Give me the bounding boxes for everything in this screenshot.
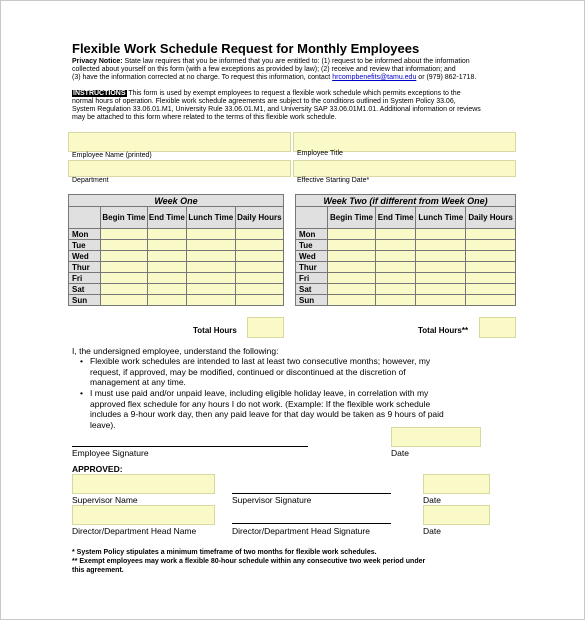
day-label: Mon: [296, 229, 328, 240]
privacy-text-3: (3) have the information corrected at no charge. To request this information, contact: [72, 74, 331, 81]
end-time-cell[interactable]: [147, 229, 186, 240]
lunch-time-cell[interactable]: [416, 229, 466, 240]
table-row: [69, 273, 284, 284]
day-label: Sun: [69, 295, 101, 306]
daily-hours-cell[interactable]: [466, 295, 516, 306]
table-row: [69, 229, 284, 240]
bullet-dot-icon: •: [80, 388, 83, 398]
director-name-input[interactable]: [72, 505, 215, 525]
table-row: [69, 251, 284, 262]
day-label: Fri: [69, 273, 101, 284]
lunch-time-cell[interactable]: [186, 251, 235, 262]
end-time-cell[interactable]: [376, 284, 416, 295]
bullet-2-line-2: approved flex schedule for any hours I do not work. (Example: If the flexible work schedule: [90, 398, 431, 409]
hr-email-link[interactable]: hrcompbenefits@tamu.edu: [332, 74, 417, 81]
effective-date-label: Effective Starting Date*: [297, 177, 370, 184]
director-name-label: Director/Department Head Name: [72, 526, 197, 536]
day-label: Sat: [296, 284, 328, 295]
department-label: Department: [72, 177, 109, 184]
supervisor-date-label: Date: [423, 495, 441, 505]
table-row: [296, 262, 516, 273]
privacy-line-3: [72, 73, 476, 82]
bullet-2-line-1: I must use paid and/or unpaid leave, including eligible holiday leave, in correlation with my: [90, 388, 429, 398]
table-row: [69, 284, 284, 295]
table-row: [69, 240, 284, 251]
table-row: [296, 273, 516, 284]
end-time-cell[interactable]: [376, 295, 416, 306]
week-two-table: [295, 194, 516, 306]
end-time-header: End Time: [376, 207, 416, 229]
week-two-total-input[interactable]: [479, 317, 516, 338]
lunch-time-cell[interactable]: [186, 240, 235, 251]
daily-hours-header: Daily Hours: [235, 207, 283, 229]
director-signature-label: Director/Department Head Signature: [232, 526, 370, 536]
end-time-cell[interactable]: [147, 295, 186, 306]
begin-time-cell[interactable]: [101, 284, 148, 295]
day-label: Tue: [69, 240, 101, 251]
director-date-label: Date: [423, 526, 441, 536]
day-label: Tue: [296, 240, 328, 251]
daily-hours-cell[interactable]: [235, 251, 283, 262]
bullet-1-line-2: request, if approved, may be modified, continued or discontinued at the discretion of: [90, 366, 406, 377]
lunch-time-cell[interactable]: [416, 295, 466, 306]
bullet-dot-icon: •: [80, 356, 83, 366]
day-label: Sat: [69, 284, 101, 295]
employee-name-input[interactable]: [68, 132, 291, 152]
begin-time-cell[interactable]: [101, 262, 148, 273]
lunch-time-cell[interactable]: [186, 273, 235, 284]
employee-title-input[interactable]: [293, 132, 516, 152]
footnote-2-line-2: this agreement.: [72, 567, 124, 574]
daily-hours-cell[interactable]: [466, 262, 516, 273]
director-date-input[interactable]: [423, 505, 490, 525]
week-two-total-label: Total Hours**: [418, 326, 469, 335]
table-row: [296, 295, 516, 306]
daily-hours-cell[interactable]: [466, 273, 516, 284]
end-time-header: End Time: [147, 207, 186, 229]
begin-time-cell[interactable]: [101, 295, 148, 306]
daily-hours-header: Daily Hours: [466, 207, 516, 229]
table-row: [296, 251, 516, 262]
lunch-time-cell[interactable]: [416, 262, 466, 273]
privacy-text-1: State law requires that you be informed that you are entitled to: (1) request to be informed about the information: [124, 58, 470, 65]
director-signature-line[interactable]: [232, 523, 391, 524]
begin-time-cell[interactable]: [101, 251, 148, 262]
end-time-cell[interactable]: [376, 262, 416, 273]
bullet-1-line-1: Flexible work schedules are intended to last at least two consecutive months; however, my: [90, 356, 431, 366]
begin-time-cell[interactable]: [328, 240, 376, 251]
end-time-cell[interactable]: [147, 240, 186, 251]
supervisor-signature-line[interactable]: [232, 493, 391, 494]
privacy-phone: or (979) 862-1718.: [418, 74, 477, 81]
day-label: Wed: [296, 251, 328, 262]
supervisor-name-label: Supervisor Name: [72, 495, 138, 505]
begin-time-cell[interactable]: [328, 251, 376, 262]
daily-hours-cell[interactable]: [235, 284, 283, 295]
begin-time-header: Begin Time: [328, 207, 376, 229]
privacy-label: Privacy Notice:: [72, 58, 123, 65]
instructions-text-3: System Regulation 33.06.01.M1, University Rule 33.06.01.M1, and University SAP 33.06.01M1.01. Additional information or reviews: [72, 106, 481, 113]
end-time-cell[interactable]: [376, 251, 416, 262]
end-time-cell[interactable]: [376, 273, 416, 284]
supervisor-signature-label: Supervisor Signature: [232, 495, 312, 505]
privacy-text-2: collected about yourself on this form (with a few exceptions as provided by law); (2) receive and review that information; and: [72, 66, 456, 73]
footnote-1: * System Policy stipulates a minimum timeframe of two months for flexible work schedules.: [72, 549, 377, 556]
daily-hours-cell[interactable]: [466, 229, 516, 240]
understand-statement: I, the undersigned employee, understand the following:: [72, 346, 279, 356]
employee-signature-line[interactable]: [72, 446, 308, 447]
employee-name-label: Employee Name (printed): [72, 152, 152, 159]
week-two-heading: Week Two (if different from Week One): [296, 195, 516, 207]
lunch-time-cell[interactable]: [416, 273, 466, 284]
form-title: Flexible Work Schedule Request for Monthly Employees: [72, 41, 420, 56]
effective-date-input[interactable]: [293, 160, 516, 177]
week-one-total-label: Total Hours: [193, 326, 237, 335]
begin-time-header: Begin Time: [101, 207, 148, 229]
end-time-cell[interactable]: [376, 229, 416, 240]
bullet-2-line-4: leave).: [90, 419, 116, 430]
table-row: [296, 284, 516, 295]
daily-hours-cell[interactable]: [235, 240, 283, 251]
lunch-time-cell[interactable]: [416, 284, 466, 295]
day-label: Thur: [296, 262, 328, 273]
lunch-time-cell[interactable]: [186, 295, 235, 306]
instructions-label: INSTRUCTIONS: [73, 90, 126, 97]
supervisor-name-input[interactable]: [72, 474, 215, 494]
daily-hours-cell[interactable]: [466, 284, 516, 295]
day-label: Thur: [69, 262, 101, 273]
lunch-time-cell[interactable]: [416, 240, 466, 251]
instructions-text-2: normal hours of operation. Flexible work schedule agreements are subject to the conditions outlined in System Policy 33.06,: [72, 98, 456, 105]
employee-date-input[interactable]: [391, 427, 481, 447]
lunch-time-cell[interactable]: [186, 229, 235, 240]
week-one-total-input[interactable]: [247, 317, 284, 338]
day-label: Sun: [296, 295, 328, 306]
begin-time-cell[interactable]: [101, 273, 148, 284]
daily-hours-cell[interactable]: [466, 251, 516, 262]
week-one-table: [68, 194, 284, 306]
table-row: [69, 295, 284, 306]
day-label: Wed: [69, 251, 101, 262]
lunch-time-cell[interactable]: [416, 251, 466, 262]
bullet-1: [80, 356, 431, 388]
instructions-text-1: This form is used by exempt employees to request a flexible work schedule which permits exceptions to the: [128, 90, 461, 97]
supervisor-date-input[interactable]: [423, 474, 490, 494]
begin-time-cell[interactable]: [328, 284, 376, 295]
footnote-2-line-1: ** Exempt employees may work a flexible 80-hour schedule within any consecutive two week period under: [72, 558, 426, 565]
lunch-time-header: Lunch Time: [416, 207, 466, 229]
employee-title-label: Employee Title: [297, 150, 343, 157]
daily-hours-cell[interactable]: [235, 295, 283, 306]
begin-time-cell[interactable]: [328, 262, 376, 273]
begin-time-cell[interactable]: [328, 229, 376, 240]
daily-hours-cell[interactable]: [466, 240, 516, 251]
table-row: [296, 229, 516, 240]
employee-signature-label: Employee Signature: [72, 448, 149, 458]
begin-time-cell[interactable]: [328, 295, 376, 306]
daily-hours-cell[interactable]: [235, 273, 283, 284]
bullet-1-line-3: management at any time.: [90, 377, 186, 387]
begin-time-cell[interactable]: [101, 229, 148, 240]
day-column-header: [296, 207, 328, 229]
instructions-text-4: may be attached to this form where related to the terms of this flexible work schedule.: [72, 114, 337, 121]
day-label: Fri: [296, 273, 328, 284]
end-time-cell[interactable]: [147, 273, 186, 284]
bullet-2: [80, 388, 444, 430]
department-input[interactable]: [68, 160, 291, 177]
lunch-time-cell[interactable]: [186, 284, 235, 295]
daily-hours-cell[interactable]: [235, 229, 283, 240]
end-time-cell[interactable]: [147, 284, 186, 295]
end-time-cell[interactable]: [147, 251, 186, 262]
day-column-header: [69, 207, 101, 229]
begin-time-cell[interactable]: [328, 273, 376, 284]
end-time-cell[interactable]: [147, 262, 186, 273]
week-one-heading: Week One: [69, 195, 284, 207]
bullet-2-line-3: includes a 9-hour work day, then any paid leave for that day would be taken as 9 hours of paid: [90, 409, 444, 419]
table-row: [296, 240, 516, 251]
day-label: Mon: [69, 229, 101, 240]
lunch-time-header: Lunch Time: [186, 207, 235, 229]
end-time-cell[interactable]: [376, 240, 416, 251]
approved-heading: APPROVED:: [72, 464, 123, 474]
table-row: [69, 262, 284, 273]
daily-hours-cell[interactable]: [235, 262, 283, 273]
employee-date-label: Date: [391, 448, 409, 458]
lunch-time-cell[interactable]: [186, 262, 235, 273]
begin-time-cell[interactable]: [101, 240, 148, 251]
